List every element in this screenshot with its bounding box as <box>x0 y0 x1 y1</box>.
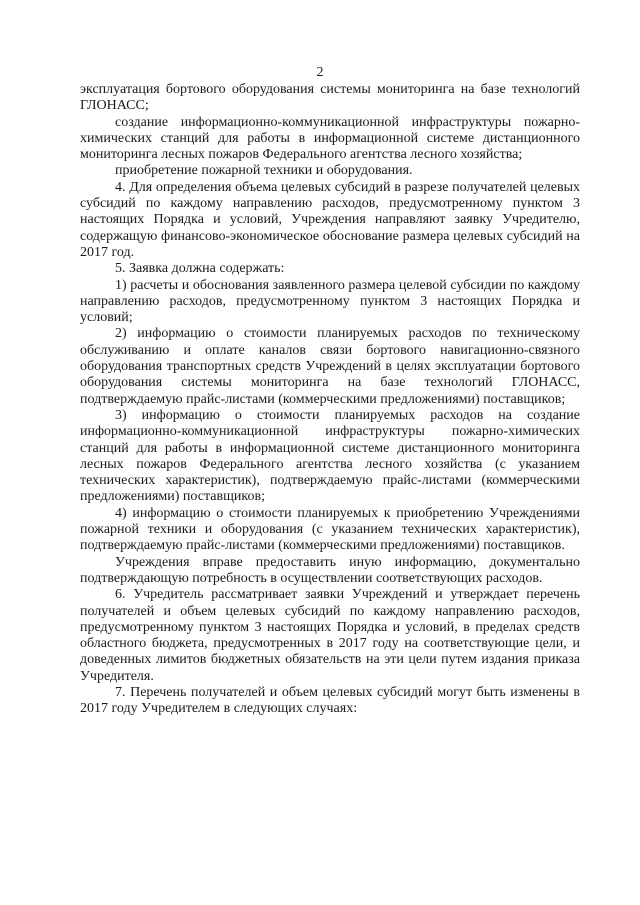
paragraph-glonass-operation: эксплуатация бортового оборудования системы мониторинга на базе технологий ГЛОНАСС; <box>80 82 580 114</box>
paragraph-item-5-1: 1) расчеты и обоснования заявленного размера целевой субсидии по каждому направлению расходов, предусмотренному пунктом 3 настоящих Порядка и условий; <box>80 277 580 326</box>
paragraph-additional-info: Учреждения вправе предоставить иную информацию, документально подтверждающую потребность в осуществлении соответствующих расходов. <box>80 554 580 586</box>
page-number: 2 <box>316 65 324 80</box>
paragraph-equipment-purchase: приобретение пожарной техники и оборудования. <box>115 163 413 179</box>
paragraph-item-6: 6. Учредитель рассматривает заявки Учреждений и утверждает перечень получателей и объем целевых субсидий по каждому направлению расходов, предусмотренному пунктом 3 настоящих Порядка и условий, в пределах средств областного бюджета, предусмотренных в 2017 году на соответствующие цели, и доведенных лимитов бюджетных обязательств на эти цели путем издания приказа Учредителя. <box>80 587 580 684</box>
paragraph-item-7: 7. Перечень получателей и объем целевых субсидий могут быть изменены в 2017 году Учредителем в следующих случаях: <box>80 684 580 717</box>
paragraph-infrastructure-creation: создание информационно-коммуникационной инфраструктуры пожарно-химических станций для работы в информационной системе дистанционного мониторинга лесных пожаров Федерального агентства лесного хозяйства; <box>80 114 580 163</box>
document-body <box>80 82 580 718</box>
paragraph-item-4: 4. Для определения объема целевых субсидий в разрезе получателей целевых субсидий по каждому направлению расходов, предусмотренному пунктом 3 настоящих Порядка и условий, Учреждения направляют заявку Учредителю, содержащую финансово-экономическое обоснование размера целевых субсидий на 2017 год. <box>80 179 580 260</box>
paragraph-item-5-2: 2) информацию о стоимости планируемых расходов по техническому обслуживанию и оплате каналов связи бортового навигационно-связного оборудования транспортных средств Учреждений в целях эксплуатации бортового оборудования системы мониторинга на базе технологий ГЛОНАСС, подтверждаемую прайс-листами (коммерческими предложениями) поставщиков; <box>80 326 580 407</box>
paragraph-item-5: 5. Заявка должна содержать: <box>115 261 285 277</box>
paragraph-item-5-3: 3) информацию о стоимости планируемых расходов на создание информационно-коммуникационной инфраструктуры пожарно-химических станций для работы в информационной системе дистанционного мониторинга лесных пожаров Федерального агентства лесного хозяйства (с указанием технических характеристик), подтверждаемую прайс-листами (коммерческими предложениями) поставщиков; <box>80 407 580 505</box>
paragraph-item-5-4: 4) информацию о стоимости планируемых к приобретению Учреждениями пожарной техники и оборудования (с указанием технических характеристик), подтверждаемую прайс-листами (коммерческими предложениями) поставщиков. <box>80 505 580 554</box>
